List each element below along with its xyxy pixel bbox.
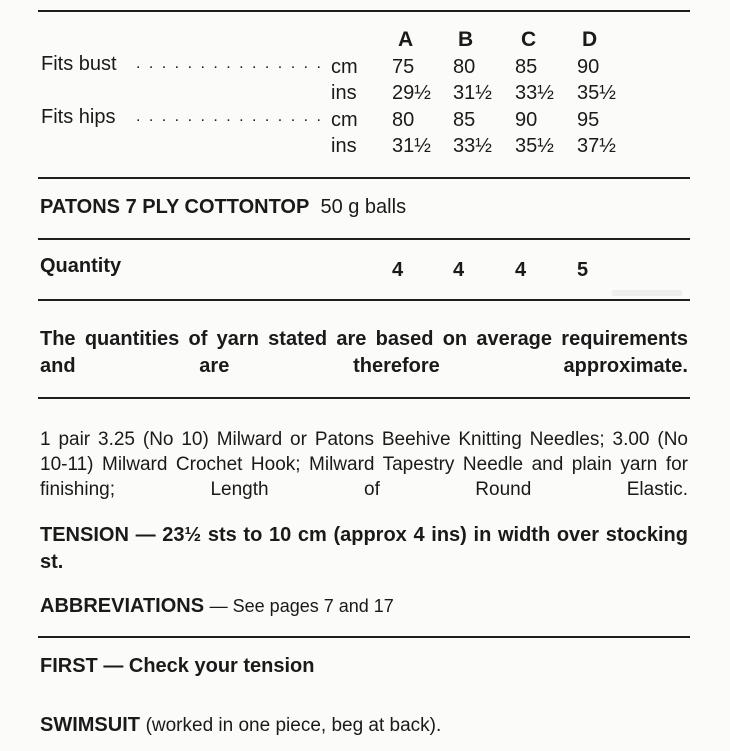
swimsuit-text: (worked in one piece, beg at back). xyxy=(145,715,442,736)
hips-ins-c: 35½ xyxy=(515,135,554,157)
bust-cm-c: 85 xyxy=(515,56,538,78)
quantity-c: 4 xyxy=(515,259,527,281)
hips-ins-b: 33½ xyxy=(453,135,492,157)
bust-cm-unit: cm xyxy=(331,56,358,78)
tension-text: TENSION — 23½ sts to 10 cm (approx 4 ins) in width over stocking st. xyxy=(40,524,688,573)
rule-after-quantity xyxy=(38,299,690,301)
bust-ins-b: 31½ xyxy=(453,82,492,104)
abbreviations-row xyxy=(40,594,394,618)
first-check-tension: FIRST — Check your tension xyxy=(40,655,315,677)
materials-list: 1 pair 3.25 (No 10) Milward or Patons Beehive Knitting Needles; 3.00 (No 10-11) Milward Crochet Hook; Milward Tapestry Needle and plain yarn for finishing; Length of Round Elastic. xyxy=(40,429,688,500)
yarn-quantity-note: The quantities of yarn stated are based on average requirements and are therefore approximate. xyxy=(40,328,688,377)
hips-ins-unit: ins xyxy=(331,135,357,157)
size-header-a: A xyxy=(398,28,414,51)
bust-ins-c: 33½ xyxy=(515,82,554,104)
bust-ins-a: 29½ xyxy=(392,82,431,104)
bust-leader-dots: . . . . . . . . . . . . . . . xyxy=(136,55,323,72)
size-header-c: C xyxy=(521,28,537,51)
swimsuit-label: SWIMSUIT xyxy=(40,714,140,736)
yarn-unit: 50 g balls xyxy=(320,196,407,218)
swimsuit-row xyxy=(40,713,441,738)
bust-ins-unit: ins xyxy=(331,82,357,104)
show-through-mark-2 xyxy=(612,290,682,296)
hips-cm-a: 80 xyxy=(392,109,415,131)
rule-after-note xyxy=(38,397,690,399)
hips-ins-a: 31½ xyxy=(392,135,431,157)
bust-cm-b: 80 xyxy=(453,56,476,78)
abbreviations-text: — See pages 7 and 17 xyxy=(209,596,394,616)
rule-after-sizes xyxy=(38,177,690,179)
quantity-b: 4 xyxy=(453,259,465,281)
quantity-label: Quantity xyxy=(40,255,122,277)
hips-cm-d: 95 xyxy=(577,109,600,131)
rule-after-yarn xyxy=(38,238,690,240)
bust-label: Fits bust xyxy=(41,53,117,75)
size-header-d: D xyxy=(582,28,598,51)
hips-ins-d: 37½ xyxy=(577,135,616,157)
abbreviations-label: ABBREVIATIONS xyxy=(40,595,205,617)
bust-cm-d: 90 xyxy=(577,56,600,78)
hips-leader-dots: . . . . . . . . . . . . . . . xyxy=(136,108,323,125)
hips-label: Fits hips xyxy=(41,106,116,128)
hips-cm-c: 90 xyxy=(515,109,538,131)
rule-after-abbreviations xyxy=(38,636,690,638)
bust-cm-a: 75 xyxy=(392,56,415,78)
yarn-name: PATONS 7 PLY COTTONTOP xyxy=(40,196,310,218)
quantity-d: 5 xyxy=(577,259,589,281)
yarn-row xyxy=(40,195,406,219)
show-through-mark xyxy=(596,238,610,293)
top-rule xyxy=(38,10,690,12)
hips-cm-unit: cm xyxy=(331,109,358,131)
size-header-b: B xyxy=(458,28,474,51)
hips-cm-b: 85 xyxy=(453,109,476,131)
bust-ins-d: 35½ xyxy=(577,82,616,104)
quantity-a: 4 xyxy=(392,259,404,281)
